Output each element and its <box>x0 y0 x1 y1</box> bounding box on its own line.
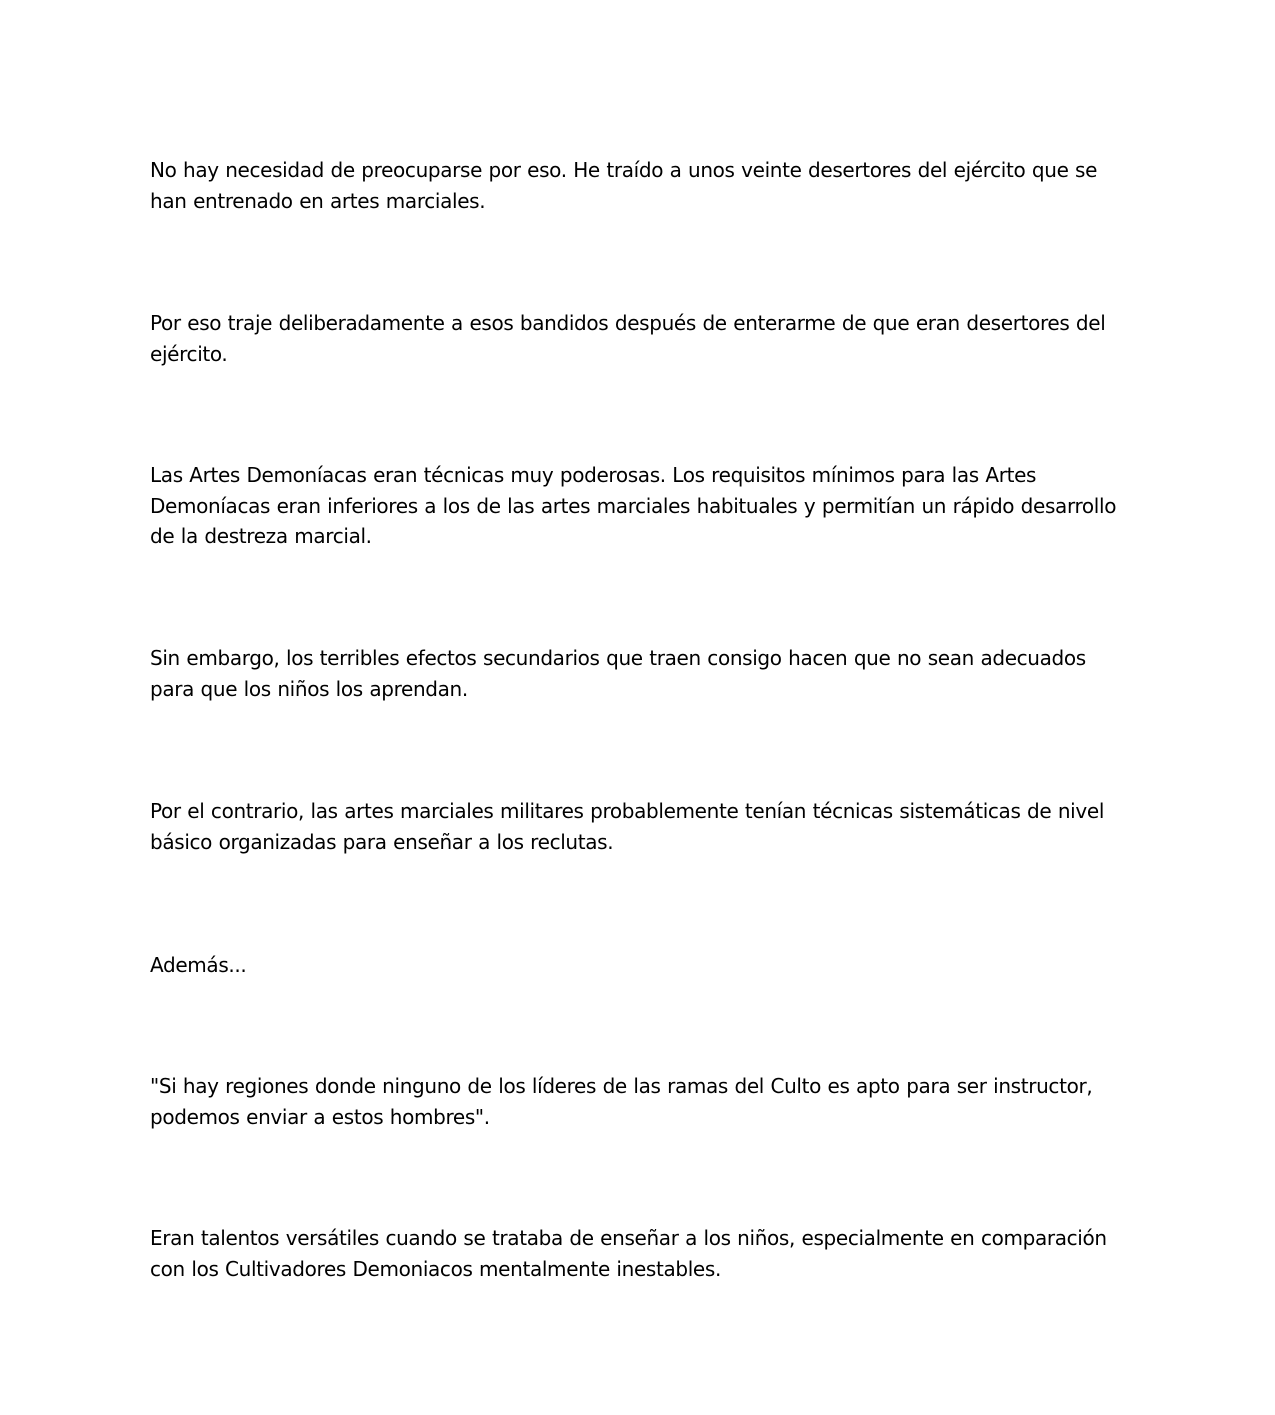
paragraph-8: Eran talentos versátiles cuando se trataba de enseñar a los niños, especialmente en comparación con los Cultivadores Demoniacos mentalmente inestables. <box>150 1226 1107 1281</box>
paragraph-7: "Si hay regiones donde ninguno de los líderes de las ramas del Culto es apto para ser instructor, podemos enviar a estos hombres". <box>150 1074 1093 1129</box>
paragraph-3: Las Artes Demoníacas eran técnicas muy poderosas. Los requisitos mínimos para las Artes Demoníacas eran inferiores a los de las artes marciales habituales y permitían un rápido desarrollo de la destreza marcial. <box>150 463 1117 548</box>
paragraph-4: Sin embargo, los terribles efectos secundarios que traen consigo hacen que no sean adecuados para que los niños los aprendan. <box>150 646 1086 701</box>
paragraph-5: Por el contrario, las artes marciales militares probablemente tenían técnicas sistemáticas de nivel básico organizadas para enseñar a los reclutas. <box>150 799 1105 854</box>
paragraph-2: Por eso traje deliberadamente a esos bandidos después de enterarme de que eran desertores del ejército. <box>150 311 1106 366</box>
paragraph-6: Además... <box>150 953 247 977</box>
paragraph-1: No hay necesidad de preocuparse por eso. He traído a unos veinte desertores del ejército que se han entrenado en artes marciales. <box>150 158 1098 213</box>
